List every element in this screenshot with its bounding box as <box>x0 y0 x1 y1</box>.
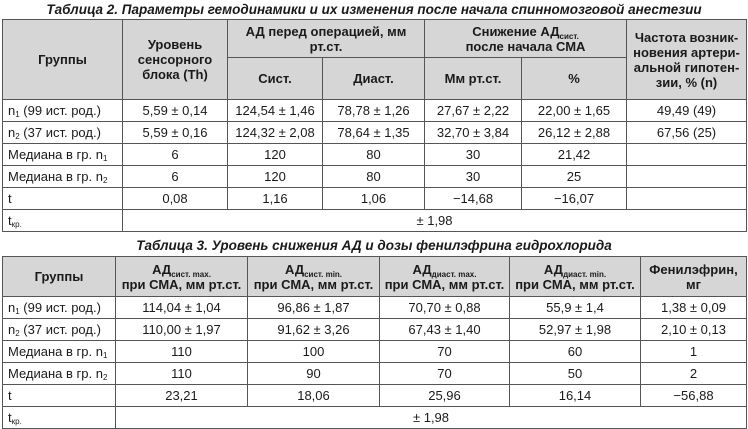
table-cell: −16,07 <box>522 188 627 210</box>
header-dbp-min: $АД_{диаст. min.}$ при СМА, мм рт.ст. <box>510 257 641 297</box>
header-mmhg: Мм рт.ст. <box>425 58 522 100</box>
header-diast: Диаст. <box>323 58 425 100</box>
table-cell: 110 <box>116 363 248 385</box>
table-cell <box>627 144 747 166</box>
header-syst: Сист. <box>228 58 323 100</box>
row-group-label: $n_2$ (37 ист. род.) <box>3 122 123 144</box>
row-group-label: Медиана в гр. $n_1$ <box>3 341 116 363</box>
table-cell <box>627 188 747 210</box>
table-cell: 5,59 ± 0,14 <box>123 100 228 122</box>
table-cell: 1,38 ± 0,09 <box>641 297 747 319</box>
row-group-label: Медиана в гр. $n_2$ <box>3 363 116 385</box>
table-cell: −14,68 <box>425 188 522 210</box>
row-group-label: t <box>3 188 123 210</box>
row-group-label: $n_1$ (99 ист. род.) <box>3 100 123 122</box>
row-group-label: Медиана в гр. $n_1$ <box>3 144 123 166</box>
table-cell: 30 <box>425 166 522 188</box>
table-cell: 25 <box>522 166 627 188</box>
table-cell: 27,67 ± 2,22 <box>425 100 522 122</box>
table2-hemodynamics <box>2 19 747 232</box>
table-cell: 5,59 ± 0,16 <box>123 122 228 144</box>
table-cell: 6 <box>123 144 228 166</box>
row-group-label: $n_1$ (99 ист. род.) <box>3 297 116 319</box>
table-cell: 90 <box>248 363 380 385</box>
header-dbp-max: $АД_{диаст. max.}$ при СМА, мм рт.ст. <box>380 257 510 297</box>
table-cell: 120 <box>228 166 323 188</box>
table-cell: 91,62 ± 3,26 <box>248 319 380 341</box>
table-cell: 70 <box>380 363 510 385</box>
table-cell: 25,96 <box>380 385 510 407</box>
table-cell: 2,10 ± 0,13 <box>641 319 747 341</box>
table-cell: 50 <box>510 363 641 385</box>
table-row-tcrit <box>3 407 747 429</box>
table-cell: 21,42 <box>522 144 627 166</box>
tcrit-label: $t_{кр.}$ <box>3 210 123 232</box>
tcrit-label: $t_{кр.}$ <box>3 407 116 429</box>
table-row <box>3 297 747 319</box>
table-cell: 70 <box>380 341 510 363</box>
table-cell: 1,16 <box>228 188 323 210</box>
table-cell: 32,70 ± 3,84 <box>425 122 522 144</box>
table3-bp-and-phenylephrine <box>2 256 747 429</box>
tcrit-value: ± 1,98 <box>123 210 747 232</box>
table-cell: 55,9 ± 1,4 <box>510 297 641 319</box>
table-row <box>3 166 747 188</box>
header-sbp-min: $АД_{сист. min.}$ при СМА, мм рт.ст. <box>248 257 380 297</box>
table-row <box>3 341 747 363</box>
table-cell: 49,49 (49) <box>627 100 747 122</box>
table-cell: 80 <box>323 144 425 166</box>
table-row <box>3 385 747 407</box>
table-cell: 124,32 ± 2,08 <box>228 122 323 144</box>
row-group-label: Медиана в гр. $n_2$ <box>3 166 123 188</box>
header-sbp-max: $АД_{сист. max.}$ при СМА, мм рт.ст. <box>116 257 248 297</box>
header-groups: Группы <box>3 20 123 100</box>
header-percent: % <box>522 58 627 100</box>
table-row <box>3 363 747 385</box>
table-cell: 96,86 ± 1,87 <box>248 297 380 319</box>
row-group-label: t <box>3 385 116 407</box>
table-cell: 26,12 ± 2,88 <box>522 122 627 144</box>
table-cell: 60 <box>510 341 641 363</box>
header-phenylephrine: Фенилэфрин, мг <box>641 257 747 297</box>
table3-caption: Таблица 3. Уровень снижения АД и дозы фенилэфрина гидрохлорида <box>136 238 612 253</box>
table-cell: 80 <box>323 166 425 188</box>
table-cell: 124,54 ± 1,46 <box>228 100 323 122</box>
tcrit-value: ± 1,98 <box>116 407 747 429</box>
header-sensory-level: Уровень сенсорного блока (Th) <box>123 20 228 100</box>
table-cell: 16,14 <box>510 385 641 407</box>
table-cell: −56,88 <box>641 385 747 407</box>
table-cell: 114,04 ± 1,04 <box>116 297 248 319</box>
header-groups: Группы <box>3 257 116 297</box>
table-row <box>3 188 747 210</box>
table-cell: 23,21 <box>116 385 248 407</box>
table-row-tcrit <box>3 210 747 232</box>
row-group-label: $n_2$ (37 ист. род.) <box>3 319 116 341</box>
table-cell: 67,56 (25) <box>627 122 747 144</box>
table-cell: 78,78 ± 1,26 <box>323 100 425 122</box>
table-row <box>3 144 747 166</box>
table-cell: 1 <box>641 341 747 363</box>
table-cell: 22,00 ± 1,65 <box>522 100 627 122</box>
table-row <box>3 100 747 122</box>
table-cell: 120 <box>228 144 323 166</box>
table-cell: 0,08 <box>123 188 228 210</box>
table-cell: 2 <box>641 363 747 385</box>
table-cell: 70,70 ± 0,88 <box>380 297 510 319</box>
header-bp-before: АД перед операцией, мм рт.ст. <box>228 20 425 58</box>
table2-caption: Таблица 2. Параметры гемодинамики и их изменения после начала спинномозговой анестезии <box>46 2 702 17</box>
table-cell: 18,06 <box>248 385 380 407</box>
table-row <box>3 319 747 341</box>
header-hypotension-frequency: Частота возник-новения артери-альной гипотен-зии, % (n) <box>627 20 747 100</box>
table-cell: 52,97 ± 1,98 <box>510 319 641 341</box>
table-cell: 6 <box>123 166 228 188</box>
table-cell: 110 <box>116 341 248 363</box>
table-cell: 100 <box>248 341 380 363</box>
table-cell: 110,00 ± 1,97 <box>116 319 248 341</box>
table-cell <box>627 166 747 188</box>
table-cell: 78,64 ± 1,35 <box>323 122 425 144</box>
table-cell: 1,06 <box>323 188 425 210</box>
table-cell: 30 <box>425 144 522 166</box>
table-cell: 67,43 ± 1,40 <box>380 319 510 341</box>
header-bp-drop: Снижение $АД_{сист.}$ после начала СМА <box>425 20 627 58</box>
table-row <box>3 122 747 144</box>
